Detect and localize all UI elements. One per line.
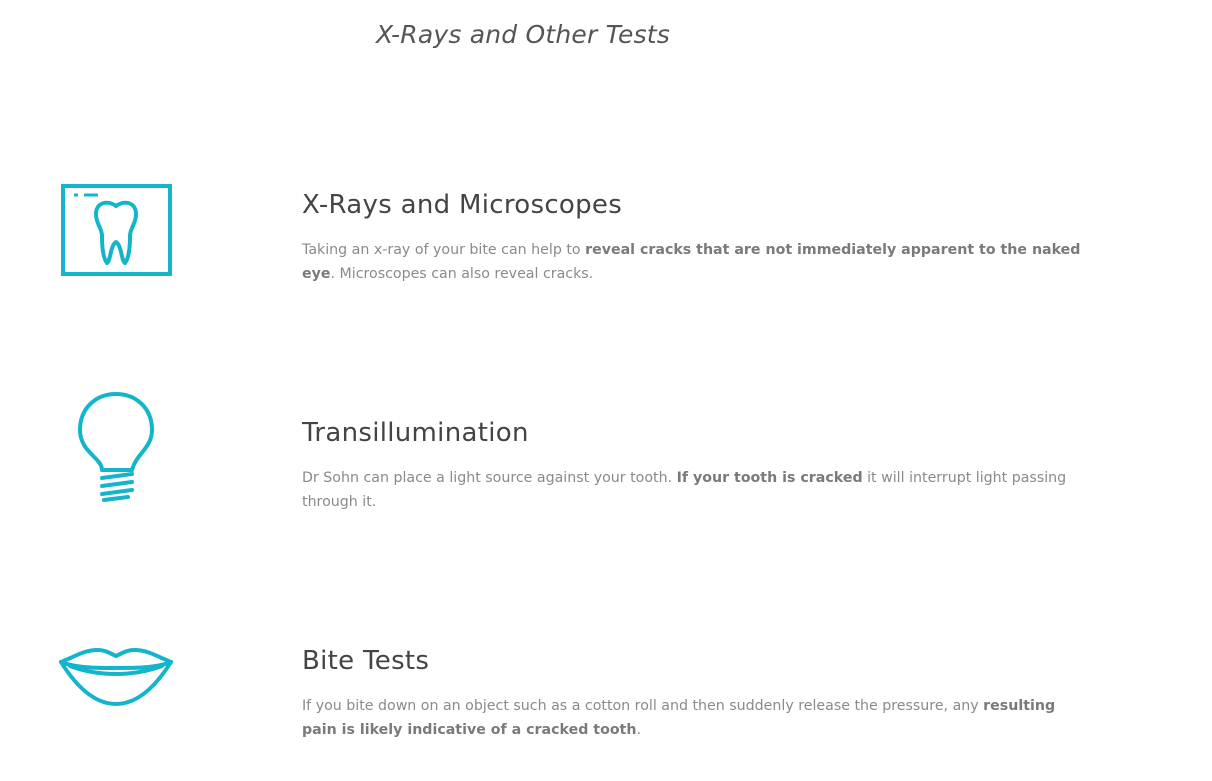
emphasis-text: reveal cracks that are not immediately apparent to the naked eye (302, 242, 1081, 282)
emphasis-text: If your tooth is cracked (676, 470, 863, 486)
section-heading: Transillumination (302, 418, 529, 448)
section-heading: Bite Tests (302, 646, 430, 676)
section-xrays (0, 160, 1212, 320)
section-description: Taking an x-ray of your bite can help to reveal cracks that are not immediately apparent to the naked eye. Microscopes can also reveal cracks. (302, 242, 1081, 282)
emphasis-text: resulting pain is likely indicative of a cracked tooth (302, 698, 1056, 738)
lips-icon (56, 616, 176, 736)
section-description: Dr Sohn can place a light source against your tooth. If your tooth is cracked it will interrupt light passing through it. (302, 470, 1067, 510)
section-transillumination (0, 388, 1212, 548)
tooth-xray-icon (56, 170, 176, 290)
section-description: If you bite down on an object such as a cotton roll and then suddenly release the pressure, any resulting pain is likely indicative of a cracked tooth. (302, 698, 1056, 738)
page-title: X-Rays and Other Tests (376, 20, 671, 49)
section-heading: X-Rays and Microscopes (302, 190, 623, 220)
section-bite-tests (0, 616, 1212, 776)
lightbulb-icon (56, 388, 176, 508)
